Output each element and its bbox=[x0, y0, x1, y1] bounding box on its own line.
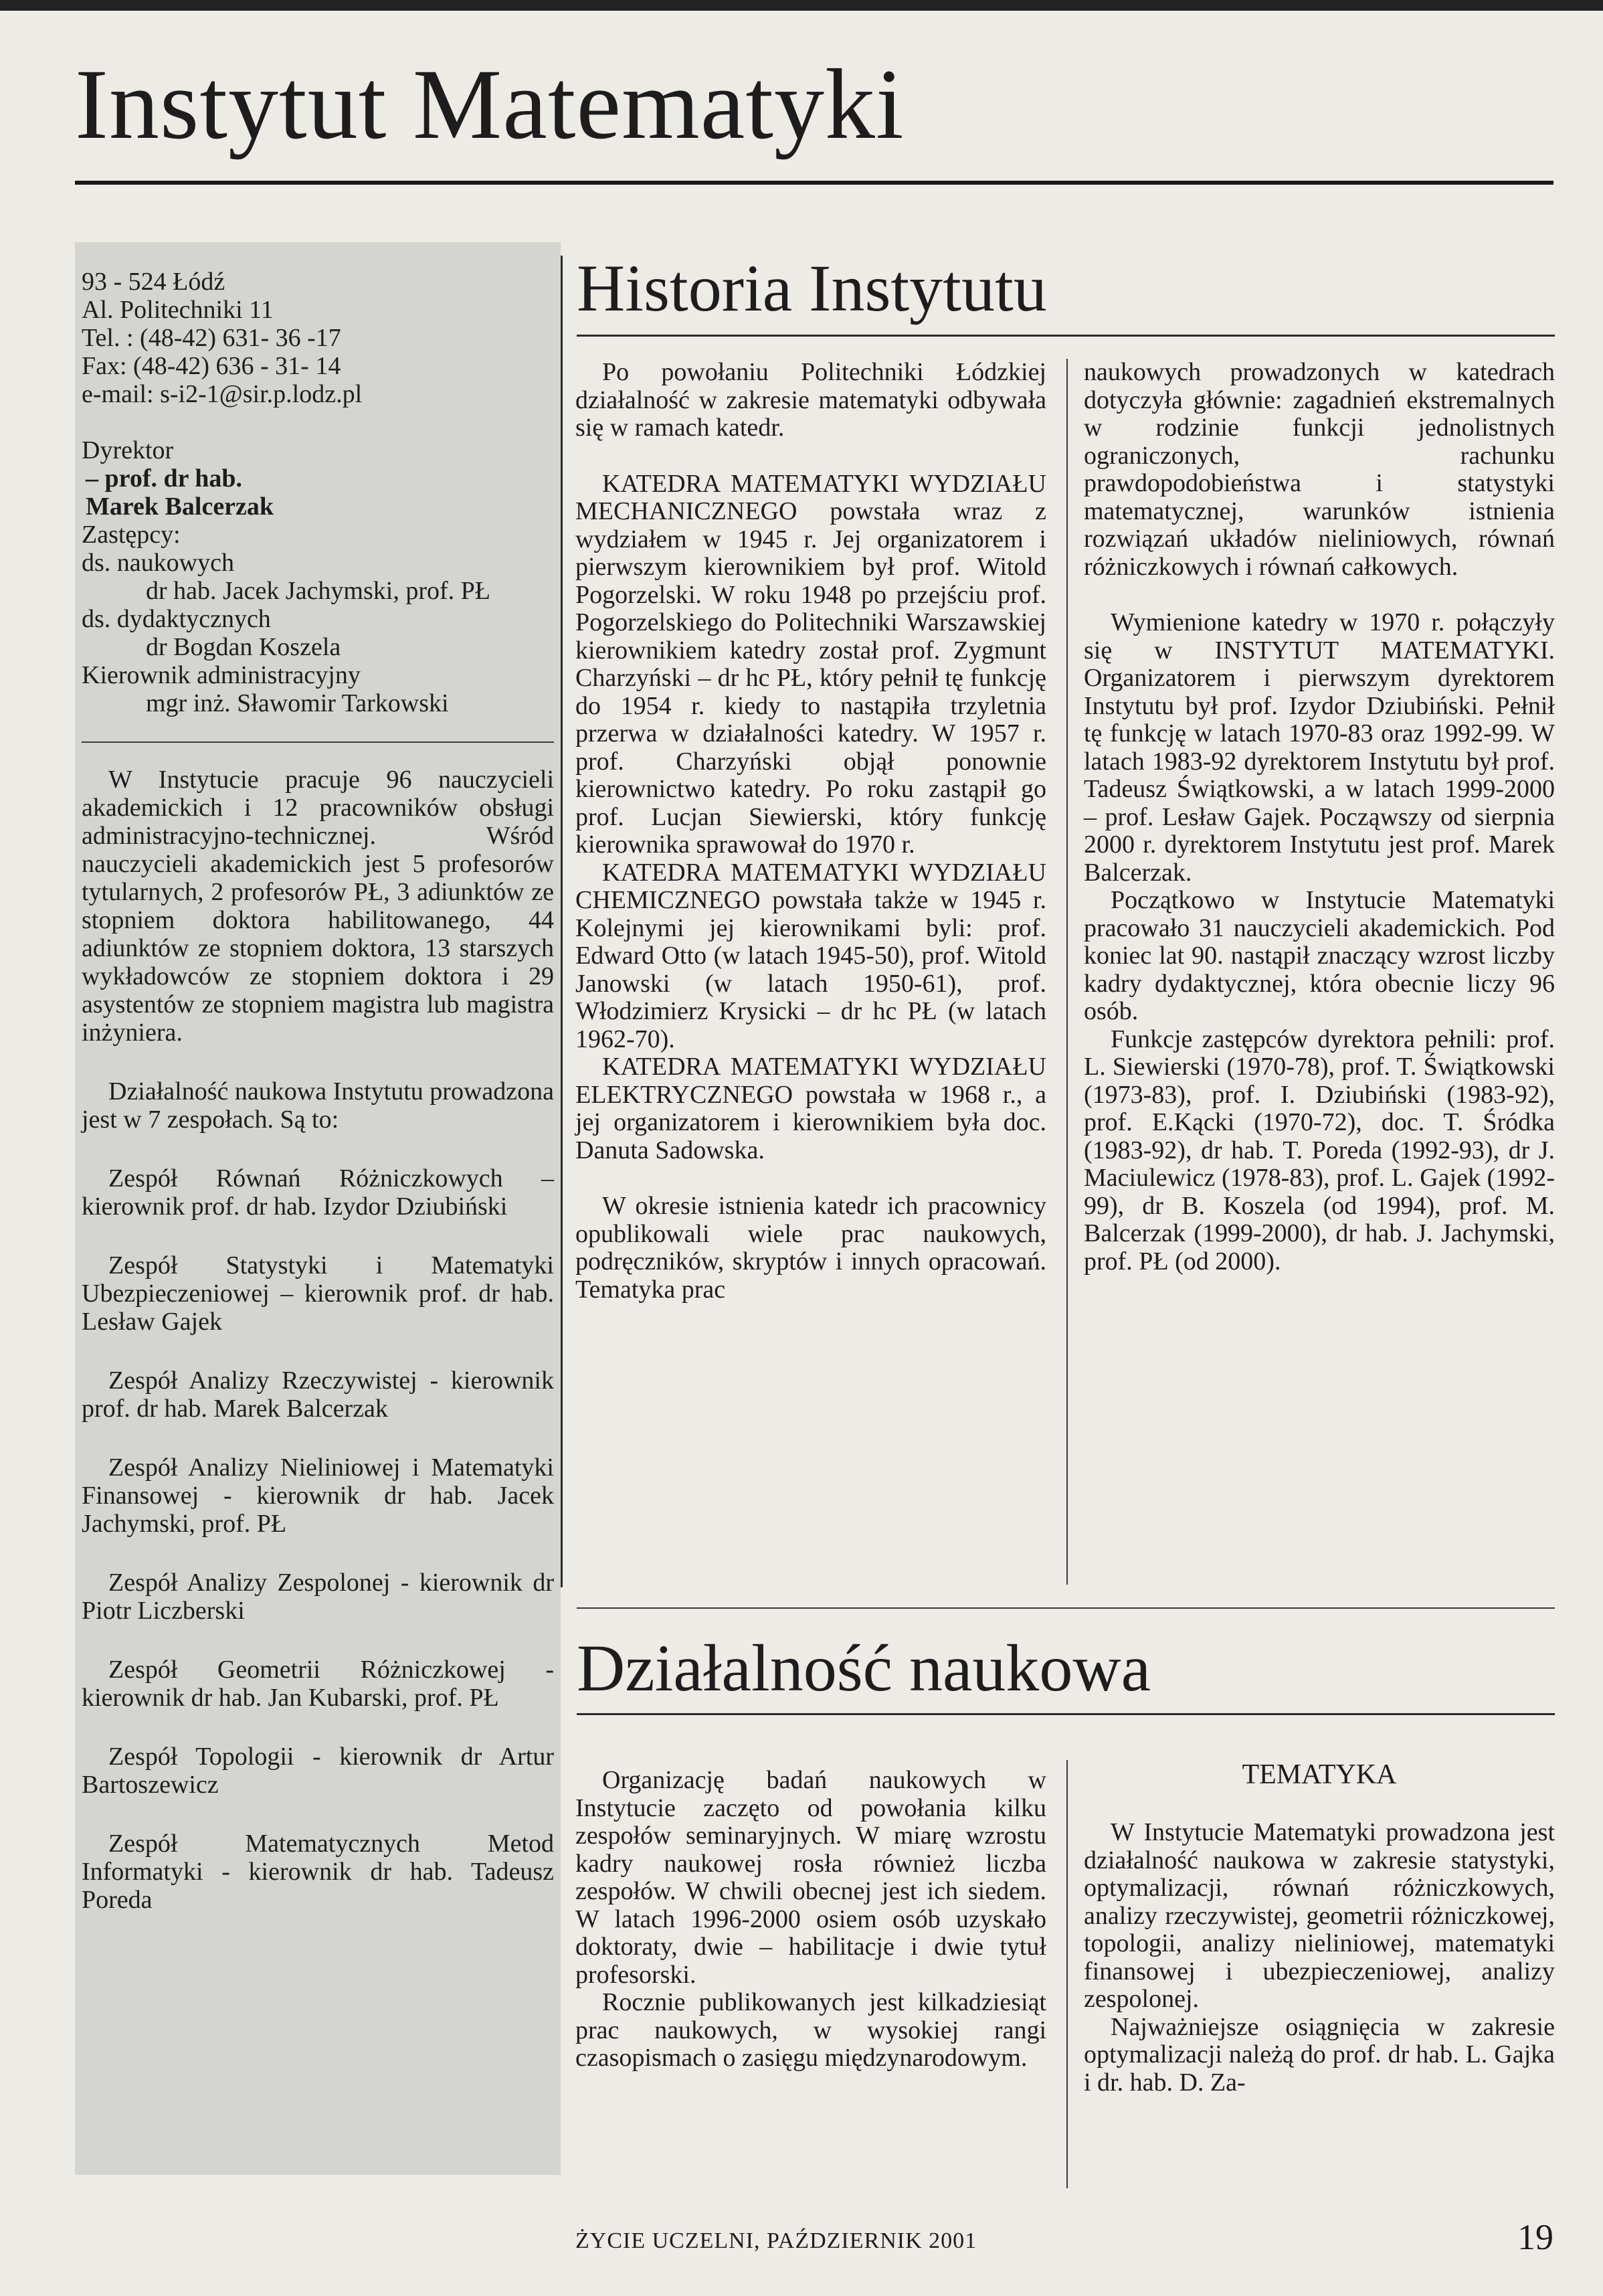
admin-role: Kierownik administracyjny bbox=[82, 661, 361, 689]
tematyka-subhead: TEMATYKA bbox=[1242, 1759, 1397, 1790]
historia-paragraph: KATEDRA MATEMATYKI WYDZIAŁU CHEMICZNEGO powstała także w 1945 r. Kolejnymi jej kierownikami byli: prof. Edward Otto (w latach 1945-50), prof. Witold Janowski (w latach 1950-61), prof. Włodzimierz Krysicki – dr hc PŁ (w latach 1962-70). bbox=[575, 858, 1046, 1053]
journal-footer: ŻYCIE UCZELNI, PAŹDZIERNIK 2001 bbox=[575, 2228, 977, 2253]
historia-column-rule bbox=[1066, 359, 1068, 1585]
historia-paragraph: Początkowo w Instytucie Matematyki pracowało 31 nauczycieli akademickich. Pod koniec lat 90. nastąpił znaczący wzrost liczby kadry dydaktycznej, która obecnie liczy 96 osób. bbox=[1084, 886, 1555, 1025]
historia-title: Historia Instytutu bbox=[577, 251, 1047, 325]
deputies-label: Zastępcy: bbox=[82, 521, 181, 549]
phone-line: Tel. : (48-42) 631- 36 -17 bbox=[82, 324, 341, 352]
director-label: Dyrektor bbox=[82, 436, 174, 464]
deputy-role: ds. naukowych bbox=[82, 549, 234, 577]
sidebar-divider bbox=[82, 741, 554, 743]
admin-name: mgr inż. Sławomir Tarkowski bbox=[146, 689, 449, 717]
dzialalnosc-paragraph: Najważniejsze osiągnięcia w zakresie optymalizacji należą do prof. dr hab. L. Gajka i dr. hab. D. Za- bbox=[1084, 2012, 1555, 2097]
sidebar-content bbox=[82, 268, 554, 1914]
top-edge-bar bbox=[0, 0, 1603, 11]
team-item: Zespół Równań Różniczkowych – kierownik prof. dr hab. Izydor Dziubiński bbox=[82, 1164, 554, 1221]
dzialalnosc-column-rule bbox=[1066, 1760, 1068, 2188]
deputy-role: ds. dydaktycznych bbox=[82, 605, 271, 633]
address-line: 93 - 524 Łódź bbox=[82, 268, 225, 296]
historia-title-rule bbox=[577, 335, 1555, 337]
team-item: Zespół Analizy Rzeczywistej - kierownik prof. dr hab. Marek Balcerzak bbox=[82, 1366, 554, 1423]
deputy-name: dr hab. Jacek Jachymski, prof. PŁ bbox=[146, 577, 490, 605]
dzialalnosc-column-2 bbox=[1084, 1819, 1555, 2097]
team-item: Zespół Matematycznych Metod Informatyki - kierownik dr hab. Tadeusz Poreda bbox=[82, 1830, 554, 1914]
dzialalnosc-column-1 bbox=[575, 1767, 1046, 2072]
dzialalnosc-paragraph: Organizację badań naukowych w Instytucie zaczęto od powołania kilku zespołów seminaryjnych. W miarę wzrostu kadry naukowej rosła również liczba zespołów. W chwili obecnej jest ich siedem. W latach 1996-2000 osiem osób uzyskało doktoraty, dwie – habilitacje i dwie tytuł profesorski. bbox=[575, 1766, 1046, 1989]
dzialalnosc-paragraph: W Instytucie Matematyki prowadzona jest działalność naukowa w zakresie statystyki, optymalizacji, równań różniczkowych, analizy rzeczywistej, geometrii różniczkowej, topologii, analizy nieliniowej, matematyki finansowej i ubezpieczeniowej, analizy zespolonej. bbox=[1084, 1818, 1555, 2013]
historia-paragraph: KATEDRA MATEMATYKI WYDZIAŁU ELEKTRYCZNEGO powstała w 1968 r., a jej organizatorem i kierownikiem była doc. Danuta Sadowska. bbox=[575, 1053, 1046, 1164]
historia-paragraph: Po powołaniu Politechniki Łódzkiej działalność w zakresie matematyki odbywała się w ramach katedr. bbox=[575, 358, 1046, 442]
historia-paragraph: W okresie istnienia katedr ich pracownicy opublikowali wiele prac naukowych, podręczników, skryptów i innych opracowań. Tematyka prac bbox=[575, 1192, 1046, 1304]
historia-paragraph: Wymienione katedry w 1970 r. połączyły się w INSTYTUT MATEMATYKI. Organizatorem i pierwszym dyrektorem Instytutu był prof. Izydor Dziubiński. Pełnił tę funkcję w latach 1970-83 oraz 1992-99. W latach 1983-92 dyrektorem Instytutu był prof. Tadeusz Świątkowski, a w latach 1999-2000 – prof. Lesław Gajek. Począwszy od sierpnia 2000 r. dyrektorem Instytutu jest prof. Marek Balcerzak. bbox=[1084, 608, 1555, 887]
dzialalnosc-title: Działalność naukowa bbox=[577, 1631, 1151, 1705]
staff-paragraph: W Instytucie pracuje 96 nauczycieli akademickich i 12 pracowników obsługi administracyjno-technicznej. Wśród nauczycieli akademickich jest 5 profesorów tytularnych, 2 profesorów PŁ, 3 adiunktów ze stopniem doktora habilitowanego, 44 adiunktów ze stopniem doktora, 13 starszych wykładowców ze stopniem doktora i 29 asystentów ze stopniem magistra lub magistra inżyniera. bbox=[82, 766, 554, 1047]
team-item: Zespół Analizy Nieliniowej i Matematyki Finansowej - kierownik dr hab. Jacek Jachymski, prof. PŁ bbox=[82, 1453, 554, 1538]
team-item: Zespół Statystyki i Matematyki Ubezpieczeniowej – kierownik prof. dr hab. Lesław Gajek bbox=[82, 1251, 554, 1336]
deputy-name: dr Bogdan Koszela bbox=[146, 633, 341, 661]
historia-column-1 bbox=[575, 359, 1046, 1304]
team-item: Zespół Analizy Zespolonej - kierownik dr Piotr Liczberski bbox=[82, 1569, 554, 1625]
masthead-rule bbox=[75, 181, 1553, 185]
historia-column-2 bbox=[1084, 359, 1555, 1275]
section-divider bbox=[577, 1607, 1555, 1609]
team-item: Zespół Geometrii Różniczkowej - kierownik dr hab. Jan Kubarski, prof. PŁ bbox=[82, 1656, 554, 1712]
page-masthead: Instytut Matematyki bbox=[75, 49, 905, 160]
historia-paragraph: naukowych prowadzonych w katedrach dotyczyła głównie: zagadnień ekstremalnych w rodzinie funkcji jednolistnych ograniczonych, rachunku prawdopodobieństwa i statystyki matematycznej, warunków istnienia rozwiązań układów nieliniowych, równań różniczkowych i równań całkowych. bbox=[1084, 358, 1555, 581]
historia-paragraph: Funkcje zastępców dyrektora pełnili: prof. L. Siewierski (1970-78), prof. T. Świątkowski (1973-83), prof. I. Dziubiński (1983-92), prof. E.Kącki (1970-72), doc. T. Śródka (1983-92), dr hab. T. Poreda (1992-93), dr J. Maciulewicz (1978-83), prof. L. Gajek (1992-99), dr B. Koszela (od 1994), prof. M. Balcerzak (1999-2000), dr hab. J. Jachymski, prof. PŁ (od 2000). bbox=[1084, 1025, 1555, 1275]
fax-line: Fax: (48-42) 636 - 31- 14 bbox=[82, 352, 341, 380]
director-name: Marek Balcerzak bbox=[86, 493, 274, 521]
sidebar-vertical-rule bbox=[561, 256, 563, 1587]
dzialalnosc-paragraph: Rocznie publikowanych jest kilkadziesiąt prac naukowych, w wysokiej rangi czasopismach o zasięgu międzynarodowym. bbox=[575, 1988, 1046, 2072]
teams-intro: Działalność naukowa Instytutu prowadzona jest w 7 zespołach. Są to: bbox=[82, 1077, 554, 1134]
team-item: Zespół Topologii - kierownik dr Artur Bartoszewicz bbox=[82, 1743, 554, 1799]
info-sidebar bbox=[75, 242, 561, 2175]
page-number: 19 bbox=[1517, 2217, 1553, 2257]
dzialalnosc-title-rule bbox=[577, 1713, 1555, 1715]
address-line: Al. Politechniki 11 bbox=[82, 296, 274, 324]
email-line: e-mail: s-i2-1@sir.p.lodz.pl bbox=[82, 380, 363, 408]
historia-paragraph: KATEDRA MATEMATYKI WYDZIAŁU MECHANICZNEGO powstała wraz z wydziałem w 1945 r. Jej organizatorem i pierwszym kierownikiem był prof. Witold Pogorzelski. W roku 1948 po przejściu prof. Pogorzelskiego do Politechniki Warszawskiej kierownikiem katedry został prof. Zygmunt Charzyński – dr hc PŁ, który pełnił tę funkcję do 1954 r. kiedy to nastąpiła trzyletnia przerwa w działalności katedry. W 1957 r. prof. Charzyński objął ponownie kierownictwo katedry. Po roku zastąpił go prof. Lucjan Siewierski, który funkcję kierownika sprawował do 1970 r. bbox=[575, 469, 1046, 859]
director-title: – prof. dr hab. bbox=[86, 464, 243, 493]
